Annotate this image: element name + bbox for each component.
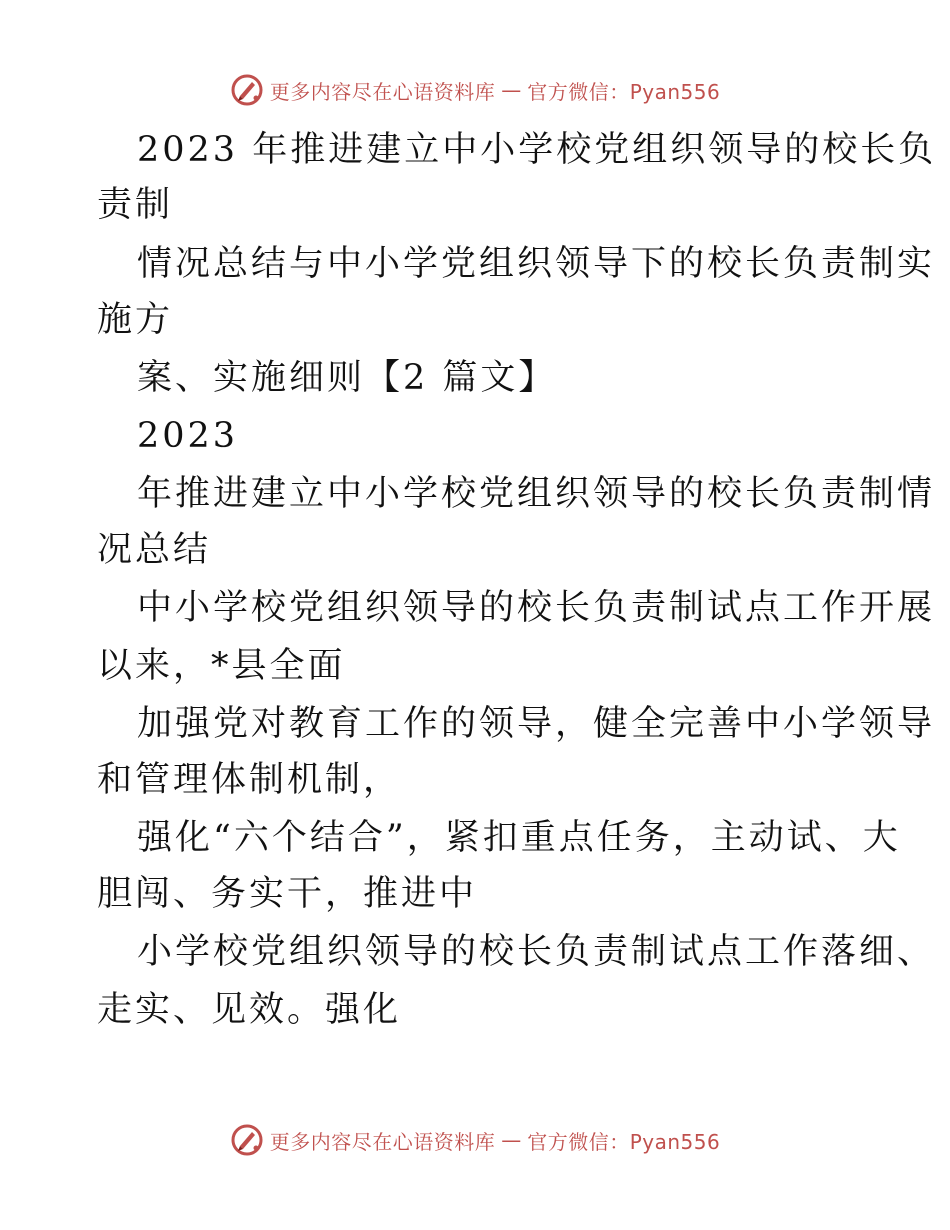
text-line: 责制 — [97, 185, 174, 225]
text-line: 走实、见效。强化 — [97, 990, 402, 1030]
ink-pen-logo-icon — [230, 1123, 264, 1157]
text-line: 加强党对教育工作的领导，健全完善中小学领导 — [137, 704, 936, 744]
header-separator: — — [501, 78, 522, 102]
text-line: 以来，*县全面 — [97, 646, 346, 686]
text-line: 小学校党组织领导的校长负责制试点工作落细、 — [137, 932, 936, 972]
text-line: 情况总结与中小学党组织领导下的校长负责制实 — [137, 244, 936, 284]
footer-banner — [0, 1120, 950, 1160]
ink-pen-logo-icon — [230, 73, 264, 107]
header-wechat-text: 官方微信：Pyan556 — [527, 79, 721, 104]
text-line: 况总结 — [97, 530, 212, 570]
header-site-text: 更多内容尽在心语资料库 — [269, 79, 496, 104]
footer-separator: — — [501, 1128, 522, 1152]
text-line: 强化“六个结合”，紧扣重点任务，主动试、大 — [137, 818, 901, 858]
text-line: 案、实施细则【2 篇文】 — [137, 358, 557, 398]
text-line: 胆闯、务实干，推进中 — [97, 874, 478, 914]
text-line: 中小学校党组织领导的校长负责制试点工作开展 — [137, 588, 936, 628]
text-line: 2023 年推进建立中小学校党组织领导的校长负 — [137, 130, 937, 170]
header-banner — [0, 70, 950, 110]
footer-site-text: 更多内容尽在心语资料库 — [269, 1129, 496, 1154]
text-line: 和管理体制机制， — [97, 760, 402, 800]
text-line: 施方 — [97, 300, 174, 340]
text-line: 2023 — [137, 416, 239, 456]
text-line: 年推进建立中小学校党组织领导的校长负责制情 — [137, 474, 936, 514]
footer-wechat-text: 官方微信：Pyan556 — [527, 1129, 721, 1154]
